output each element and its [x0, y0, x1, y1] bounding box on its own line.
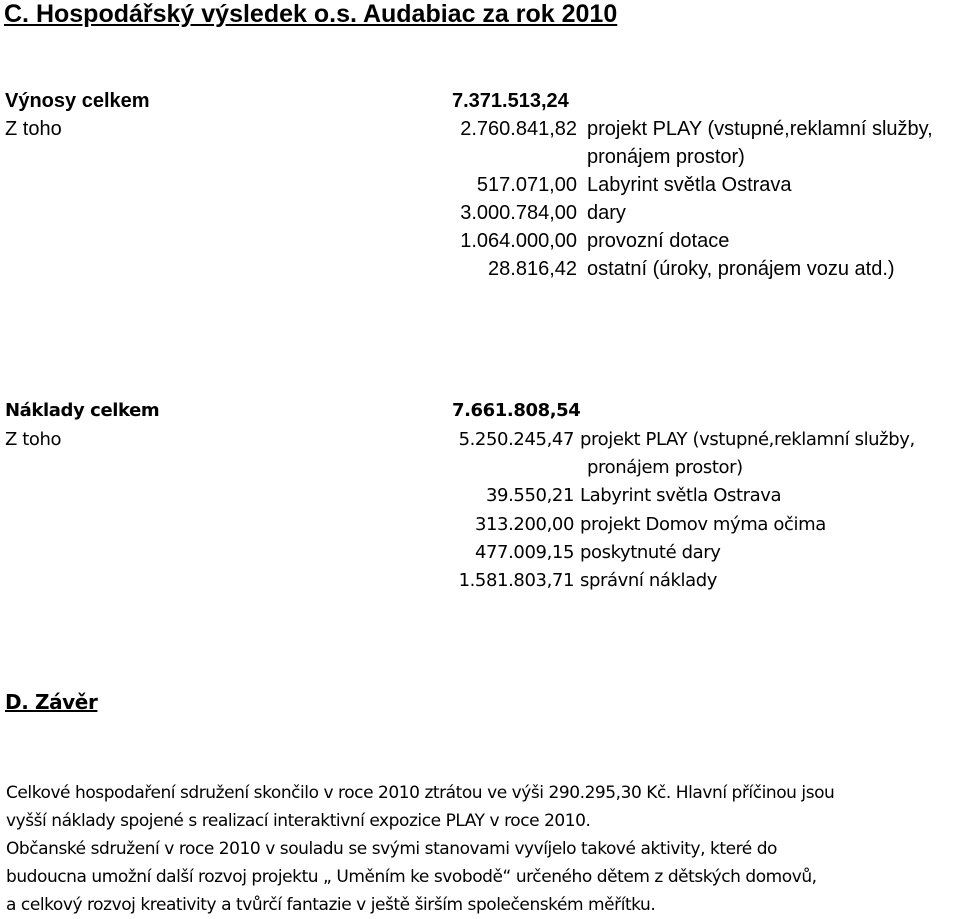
revenue-item-amount: 3.000.784,00 [460, 202, 577, 224]
revenue-total: 7.371.513,24 [452, 90, 569, 112]
costs-total: 7.661.808,54 [452, 400, 581, 421]
costs-label: Náklady celkem [5, 400, 160, 421]
revenue-item-amount: 1.064.000,00 [460, 230, 577, 252]
costs-sub-label: Z toho [5, 429, 62, 450]
conclusion-line: a celkový rozvoj kreativity a tvůrčí fantazie v ještě širším společenském měřítku. [6, 895, 656, 915]
costs-item-desc-cont: pronájem prostor) [587, 457, 743, 478]
costs-item-desc: projekt Domov mýma očima [580, 514, 826, 535]
costs-item-amount: 313.200,00 [474, 514, 574, 535]
revenue-item-amount: 517.071,00 [476, 174, 577, 196]
conclusion-line: vyšší náklady spojené s realizací interaktivní expozice PLAY v roce 2010. [6, 811, 591, 831]
costs-item-desc: projekt PLAY (vstupné,reklamní služby, [580, 429, 915, 450]
page-title: C. Hospodářský výsledek o.s. Audabiac za rok 2010 [4, 0, 618, 28]
costs-item-desc: Labyrint světla Ostrava [580, 485, 782, 506]
revenue-item-amount: 28.816,42 [488, 258, 577, 280]
conclusion-line: Občanské sdružení v roce 2010 v souladu se svými stanovami vyvíjelo takové aktivity, které do [6, 839, 778, 859]
costs-item-amount: 1.581.803,71 [458, 570, 574, 591]
costs-item-amount: 5.250.245,47 [458, 429, 574, 450]
conclusion-line: Celkové hospodaření sdružení skončilo v roce 2010 ztrátou ve výši 290.295,30 Kč. Hlavní příčinou jsou [6, 783, 835, 803]
revenue-label: Výnosy celkem [5, 90, 150, 112]
costs-item-amount: 39.550,21 [485, 485, 574, 506]
revenue-item-desc-cont: pronájem prostor) [587, 146, 745, 168]
revenue-item-desc: projekt PLAY (vstupné,reklamní služby, [587, 118, 933, 140]
costs-item-desc: poskytnuté dary [580, 542, 721, 563]
revenue-item-desc: provozní dotace [587, 230, 730, 252]
revenue-item-desc: Labyrint světla Ostrava [587, 174, 792, 196]
revenue-item-amount: 2.760.841,82 [460, 118, 577, 140]
conclusion-line: budoucna umožní další rozvoj projektu „ Uměním ke svobodě“ určeného dětem z dětských domovů, [6, 867, 817, 887]
conclusion-heading: D. Závěr [5, 690, 98, 714]
revenue-item-desc: dary [587, 202, 626, 224]
revenue-sub-label: Z toho [5, 118, 62, 140]
revenue-item-desc: ostatní (úroky, pronájem vozu atd.) [587, 258, 895, 280]
costs-item-desc: správní náklady [580, 570, 717, 591]
costs-item-amount: 477.009,15 [474, 542, 574, 563]
